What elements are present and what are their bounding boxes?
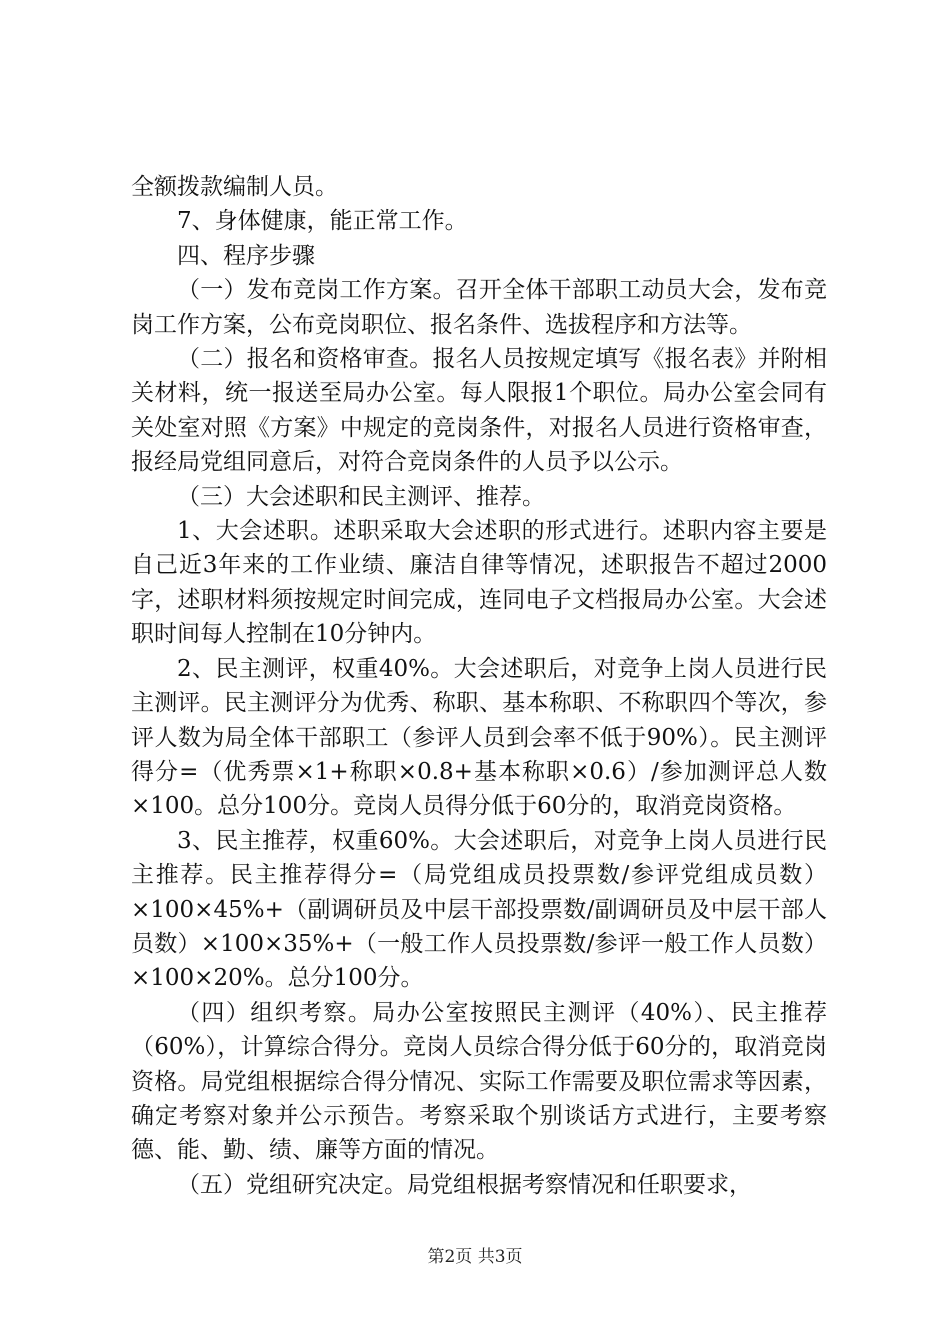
paragraph-step-5: （五）党组研究决定。局党组根据考察情况和任职要求， (177, 1171, 752, 1198)
section-heading-procedure: 四、程序步骤 (177, 242, 315, 269)
paragraph-recommendation: 3、民主推荐，权重60%。大会述职后，对竞争上岗人员进行民主推荐。民主推荐得分=（局党组成员投票数/参评党组成员数）×100×45%+（副调研员及中层干部投票数/副调研员及中层干部人员数）×100×35%+（一般工作人员投票数/参评一般工作人员数）×100×20%。总分100分。 (131, 827, 827, 992)
paragraph-continuation: 全额拨款编制人员。 (131, 174, 338, 200)
paragraph-condition-7: 7、身体健康，能正常工作。 (177, 208, 468, 235)
paragraph-step-3: （三）大会述职和民主测评、推荐。 (177, 483, 545, 510)
paragraph-step-1: （一）发布竞岗工作方案。召开全体干部职工动员大会，发布竞岗工作方案，公布竞岗职位、报名条件、选拔程序和方法等。 (131, 277, 827, 338)
paragraph-report: 1、大会述职。述职采取大会述职的形式进行。述职内容主要是自己近3年来的工作业绩、廉洁自律等情况，述职报告不超过2000字，述职材料须按规定时间完成，连同电子文档报局办公室。大会述职时间每人控制在10分钟内。 (131, 518, 827, 648)
paragraph-step-4: （四）组织考察。局办公室按照民主测评（40%）、民主推荐（60%），计算综合得分。竞岗人员综合得分低于60分的，取消竞岗资格。局党组根据综合得分情况、实际工作需要及职位需求等因素，确定考察对象并公示预告。考察采取个别谈话方式进行，主要考察德、能、勤、绩、廉等方面的情况。 (131, 999, 827, 1164)
page-footer: 第2页 共3页 (427, 1247, 523, 1267)
paragraph-step-2: （二）报名和资格审查。报名人员按规定填写《报名表》并附相关材料，统一报送至局办公室。每人限报1个职位。局办公室会同有关处室对照《方案》中规定的竞岗条件，对报名人员进行资格审查，报经局党组同意后，对符合竞岗条件的人员予以公示。 (131, 346, 827, 476)
paragraph-evaluation: 2、民主测评，权重40%。大会述职后，对竞争上岗人员进行民主测评。民主测评分为优秀、称职、基本称职、不称职四个等次，参评人数为局全体干部职工（参评人员到会率不低于90%）。民主测评得分=（优秀票×1+称职×0.8+基本称职×0.6）/参加测评总人数×100。总分100分。竞岗人员得分低于60分的，取消竞岗资格。 (131, 655, 827, 820)
document-body (131, 170, 827, 1202)
